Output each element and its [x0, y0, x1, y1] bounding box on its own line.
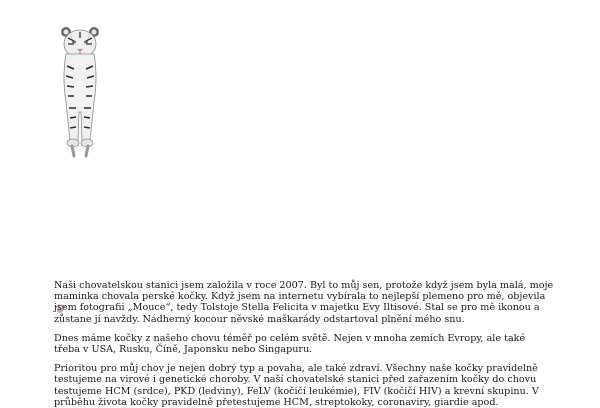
tiger-image: [52, 22, 108, 160]
paragraph-health: Prioritou pro můj chov je nejen dobrý typ a povaha, ale také zdraví. Všechny naše kočky pravidelně testujeme na virové i genetické choroby. V naší chovatelské stanici před zařazením kočky do chovu testujeme HCM (srdce), PKD (ledviny), FeLV (kočičí leukémie), FIV (kočičí HIV) a krevní skupinu. V průběhu života kočky pravidelně přetestujeme HCM, streptokoky, coronaviry, giardie apod.: [54, 363, 539, 408]
article-content: [54, 280, 554, 408]
paragraph-history: Naši chovatelskou stanici jsem založila v roce 2007. Byl to můj sen, protože když jsem byla malá, moje maminka chovala perské kočky. Když jsem na internetu vybírala to nejlepší plemeno pro mě, objevila jsem fotografii „Mouce“, tedy Tolstoje Stella Felicita v majetku Evy Iltisové. Stal se pro mě ikonou a zůstane jí navždy. Nádherný kocour něvské maškarády odstartoval plnění mého snu.: [54, 280, 554, 325]
paragraph-worldwide: Dnes máme kočky z našeho chovu téměř po celém světě. Nejen v mnoha zemích Evropy, ale také třeba v USA, Rusku, Číně, Japonsku nebo Singapuru.: [54, 332, 526, 356]
tiger-photo-icon: [52, 22, 108, 160]
